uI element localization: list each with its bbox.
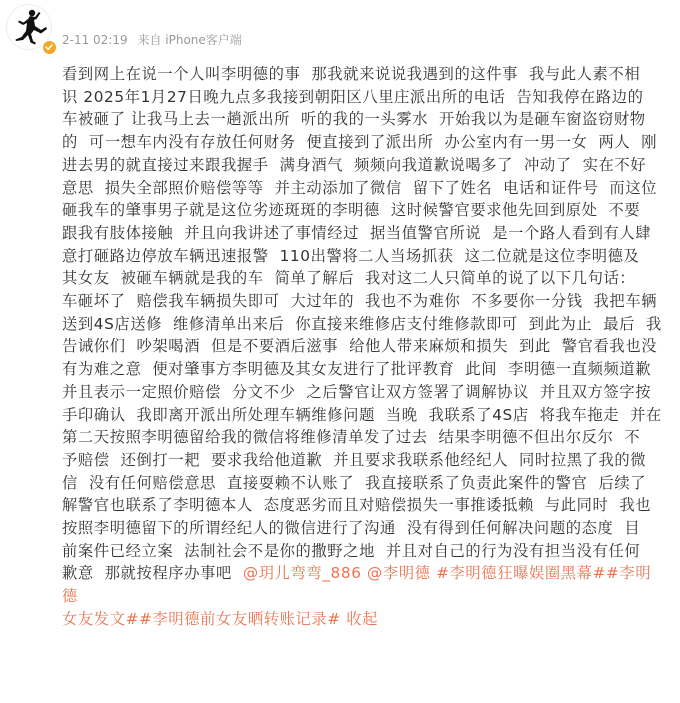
post-line: 解警官也联系了李明德本人 态度恶劣而且对赔偿损失一事推诿抵赖 与此同时 我也 bbox=[62, 496, 652, 515]
post-line: 有为难之意 便对肇事方李明德及其女友进行了批评教育 此间 李明德一直频频道歉 bbox=[62, 360, 652, 379]
post-line: 车被砸了 让我马上去一趟派出所 听的我的一头雾水 开始我以为是砸车窗盗窃财物 bbox=[62, 110, 646, 129]
collapse-button[interactable]: 收起 bbox=[346, 609, 378, 628]
post-time[interactable]: 2-11 02:19 bbox=[62, 33, 128, 47]
post-line: 并且表示一定照价赔偿 分文不少 之后警官让双方签署了调解协议 并且双方签字按 bbox=[62, 382, 652, 401]
verified-badge-icon bbox=[42, 40, 57, 55]
hashtag-link[interactable]: 女友发文# bbox=[62, 609, 140, 628]
mention-link[interactable]: @李明德 bbox=[367, 564, 431, 583]
post-line: 跟我有肢体接触 并且向我讲述了事情经过 据当值警官所说 是一个路人看到有人肆 bbox=[62, 223, 652, 242]
text-fade-overlay bbox=[440, 652, 680, 676]
post-line: 送到4S店送修 维修清单出来后 你直接来维修店支付维修款即可 到此为止 最后 我 bbox=[62, 314, 662, 333]
post-source: 来自 iPhone客户端 bbox=[137, 33, 242, 47]
post-line: 第二天按照李明德留给我的微信将维修清单发了过去 结果李明德不但出尔反尔 不 bbox=[62, 428, 641, 447]
post-line: 看到网上在说一个人叫李明德的事 那我就来说说我遇到的这件事 我与此人素不相 bbox=[62, 65, 641, 83]
post-line: 的 可一想车内没有存放任何财务 便直接到了派出所 办公室内有一男一女 两人 刚 bbox=[62, 133, 658, 152]
hashtag-link[interactable]: #李明德 bbox=[62, 564, 652, 606]
author-avatar[interactable] bbox=[6, 4, 52, 50]
post-line: 前案件已经立案 法制社会不是你的撒野之地 并且对自己的行为没有担当没有任何 bbox=[62, 541, 641, 560]
post-meta bbox=[62, 32, 242, 48]
post-line: 手印确认 我即离开派出所处理车辆维修问题 当晚 我联系了4S店 将我车拖走 并在 bbox=[62, 405, 662, 424]
post-line: 识 2025年1月27日晚九点多我接到朝阳区八里庄派出所的电话 告知我停在路边的 bbox=[62, 87, 644, 106]
post-body bbox=[62, 63, 664, 631]
hashtag-link[interactable]: #李明德前女友晒转账记录# bbox=[139, 609, 341, 628]
post-line: 按照李明德留下的所谓经纪人的微信进行了沟通 没有得到任何解决问题的态度 目 bbox=[62, 519, 641, 538]
post-line: 告诫你们 吵架喝酒 但是不要酒后滋事 给他人带来麻烦和损失 到此 警官看我也没 bbox=[62, 337, 658, 356]
post-line: 歉意 那就按程序办事吧 bbox=[62, 564, 243, 583]
hashtag-link[interactable]: #李明德狂曝娱圈黑幕# bbox=[436, 564, 607, 583]
post-line: 意思 损失全部照价赔偿等等 并主动添加了微信 留下了姓名 电话和证件号 而这位 bbox=[62, 178, 658, 197]
post-line: 其女友 被砸车辆就是我的车 简单了解后 我对这二人只简单的说了以下几句话： bbox=[62, 269, 636, 288]
post-line: 予赔偿 还倒打一耙 要求我给他道歉 并且要求我联系他经纪人 同时拉黑了我的微 bbox=[62, 450, 647, 469]
post-line: 意打砸路边停放车辆迅速报警 110出警将二人当场抓获 这二位就是这位李明德及 bbox=[62, 246, 640, 265]
mention-link[interactable]: @玥儿弯弯_886 bbox=[242, 564, 362, 583]
post-line: 进去男的就直接过来跟我握手 满身酒气 频频向我道歉说喝多了 冲动了 实在不好 bbox=[62, 155, 647, 174]
post-line: 信 没有任何赔偿意思 直接耍赖不认账了 我直接联系了负责此案件的警官 后续了 bbox=[62, 473, 647, 492]
post-line: 车砸坏了 赔偿我车辆损失即可 大过年的 我也不为难你 不多要你一分钱 我把车辆 bbox=[62, 292, 658, 311]
post-line: 砸我车的肇事男子就是这位劣迹斑斑的李明德 这时候警官要求他先回到原处 不要 bbox=[62, 201, 641, 220]
